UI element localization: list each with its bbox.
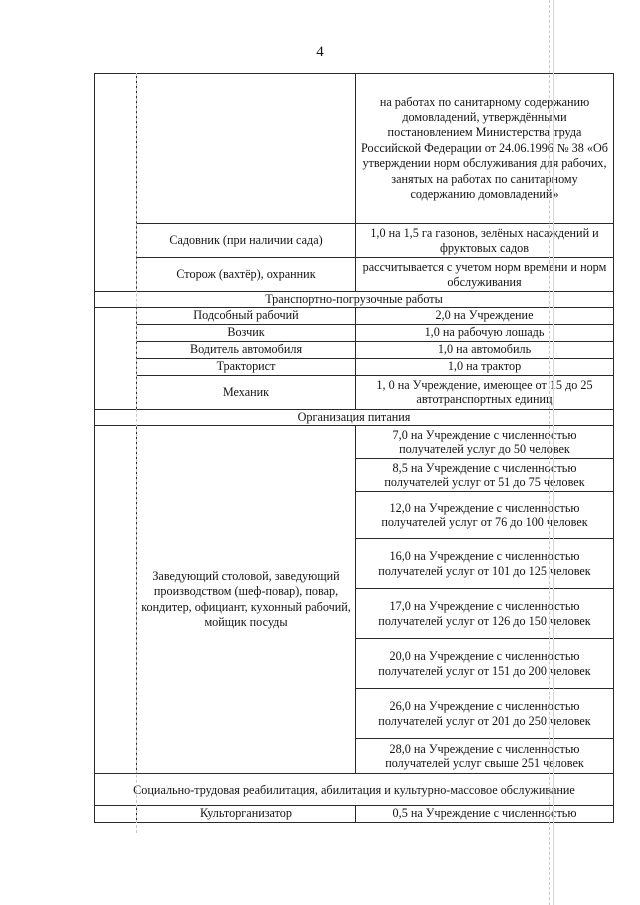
table-row <box>95 308 614 324</box>
scan-artifact-line <box>136 73 137 833</box>
section-row <box>95 292 614 308</box>
norm-cell: 1,0 на рабочую лошадь <box>356 324 614 341</box>
section-row <box>95 774 614 806</box>
section-header: Организация питания <box>95 409 614 425</box>
number-cell <box>95 426 137 774</box>
position-cell: Возчик <box>137 324 356 341</box>
position-cell: Заведующий столовой, заведующий производством (шеф-повар), повар, кондитер, официант, кухонный рабочий, мойщик посуды <box>137 426 356 774</box>
norm-cell: 1, 0 на Учреждение, имеющее от 15 до 25 автотранспортных единиц <box>356 375 614 409</box>
table-row <box>95 426 614 459</box>
position-cell: Садовник (при наличии сада) <box>137 224 356 258</box>
norm-cell: рассчитывается с учетом норм времени и норм обслуживания <box>356 258 614 292</box>
norm-cell: 8,5 на Учреждение с численностью получателей услуг от 51 до 75 человек <box>356 459 614 492</box>
section-row <box>95 409 614 425</box>
section-header: Транспортно-погрузочные работы <box>95 292 614 308</box>
table-row <box>95 341 614 358</box>
norm-cell: 17,0 на Учреждение с численностью получателей услуг от 126 до 150 человек <box>356 589 614 639</box>
position-cell <box>137 74 356 224</box>
norm-cell: 16,0 на Учреждение с численностью получателей услуг от 101 до 125 человек <box>356 539 614 589</box>
section-header: Социально-трудовая реабилитация, абилитация и культурно-массовое обслуживание <box>95 774 614 806</box>
norm-cell: 12,0 на Учреждение с численностью получателей услуг от 76 до 100 человек <box>356 492 614 539</box>
norm-cell: 7,0 на Учреждение с численностью получателей услуг до 50 человек <box>356 426 614 459</box>
table-row <box>95 258 614 292</box>
table-row <box>95 375 614 409</box>
table-row <box>95 358 614 375</box>
number-cell <box>95 806 137 822</box>
scan-artifact-line <box>553 0 554 905</box>
staffing-norms-table <box>94 73 614 823</box>
table-row <box>95 74 614 224</box>
norm-cell: 1,0 на автомобиль <box>356 341 614 358</box>
position-cell: Водитель автомобиля <box>137 341 356 358</box>
norm-cell: 26,0 на Учреждение с численностью получателей услуг от 201 до 250 человек <box>356 689 614 739</box>
norm-cell: 28,0 на Учреждение с численностью получателей услуг свыше 251 человек <box>356 739 614 774</box>
table-row <box>95 224 614 258</box>
table-row <box>95 324 614 341</box>
norm-cell: 1,0 на трактор <box>356 358 614 375</box>
position-cell: Подсобный рабочий <box>137 308 356 324</box>
page-number: 4 <box>316 44 324 60</box>
position-cell: Сторож (вахтёр), охранник <box>137 258 356 292</box>
norm-cell: на работах по санитарному содержанию домовладений, утверждёнными постановлением Министерства труда Российской Федерации от 24.06.1996 № 38 «Об утверждении норм обслуживания для рабочих, занятых на работах по санитарному содержанию домовладений» <box>356 74 614 224</box>
number-cell <box>95 74 137 292</box>
table-row <box>95 806 614 822</box>
norm-cell: 2,0 на Учреждение <box>356 308 614 324</box>
norm-cell: 0,5 на Учреждение с численностью <box>356 806 614 822</box>
position-cell: Тракторист <box>137 358 356 375</box>
norm-cell: 20,0 на Учреждение с численностью получателей услуг от 151 до 200 человек <box>356 639 614 689</box>
position-cell: Механик <box>137 375 356 409</box>
norm-cell: 1,0 на 1,5 га газонов, зелёных насаждений и фруктовых садов <box>356 224 614 258</box>
number-cell <box>95 308 137 409</box>
scan-artifact-line <box>549 0 550 905</box>
position-cell: Культорганизатор <box>137 806 356 822</box>
